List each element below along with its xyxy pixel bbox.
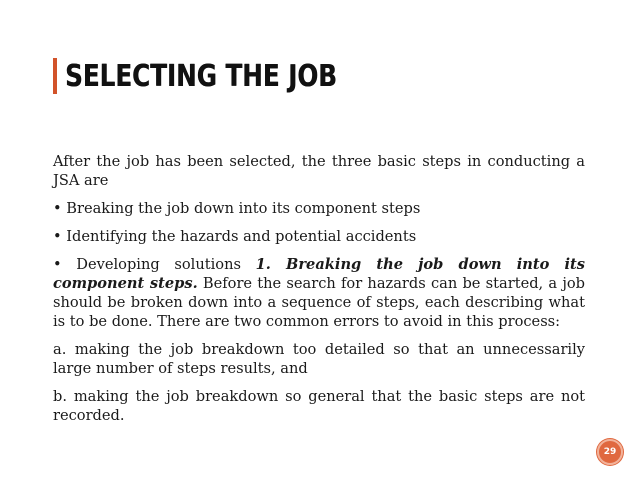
step-one-heading: 1. Breaking the job down into its component steps. bbox=[53, 256, 585, 292]
page-number-badge: 29 bbox=[597, 439, 623, 465]
paragraph-error-b: b. making the job breakdown so general that the basic steps are not recorded. bbox=[53, 388, 585, 424]
slide-body bbox=[53, 152, 585, 434]
title-accent-bar bbox=[53, 58, 57, 94]
bullet-identifying-hazards: • Identifying the hazards and potential accidents bbox=[53, 228, 417, 245]
paragraph-error-a: a. making the job breakdown too detailed so that an unnecessarily large number of steps results, and bbox=[53, 341, 585, 377]
paragraph-intro: After the job has been selected, the three basic steps in conducting a JSA are bbox=[53, 153, 585, 189]
developing-solutions-lead: • Developing solutions bbox=[53, 256, 256, 273]
slide-title: SELECTING THE JOB bbox=[65, 58, 337, 94]
paragraph-developing-solutions bbox=[53, 255, 585, 331]
title-block bbox=[53, 58, 397, 94]
bullet-breaking-down: • Breaking the job down into its component steps bbox=[53, 200, 421, 217]
step-one-description: Before the search for hazards can be started, a job should be broken down into a sequence of steps, each describing what is to be done. There are two common errors to avoid in this process: bbox=[53, 275, 585, 330]
